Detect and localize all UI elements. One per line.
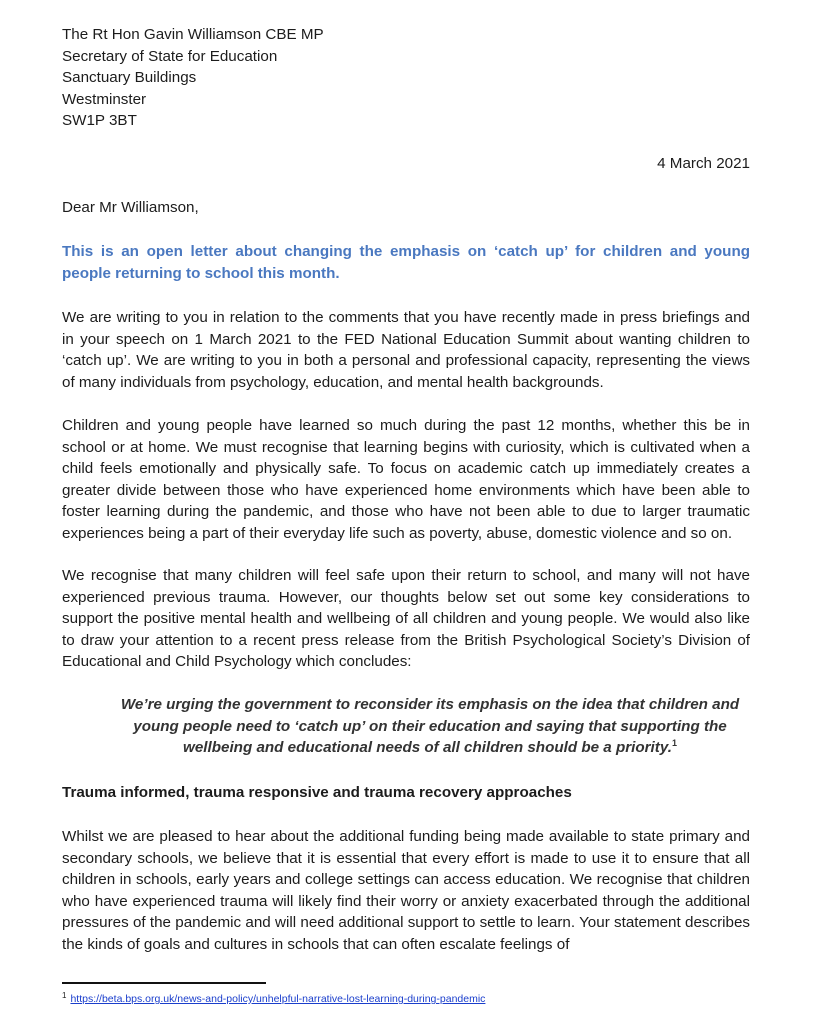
section-heading: Trauma informed, trauma responsive and trauma recovery approaches bbox=[62, 784, 572, 801]
body-paragraph: Children and young people have learned so much during the past 12 months, whether this be in school or at home. We must recognise that learning begins with curiosity, which is cultivated when a child feels emotionally and physically safe. To focus on academic catch up immediately creates a greater divide between those who have experienced home environments which have been able to foster learning during the pandemic, and those who have not been able to due to larger traumatic experiences being a part of their everyday life such as poverty, abuse, domestic violence and so on. bbox=[62, 417, 750, 542]
letter-date: 4 March 2021 bbox=[657, 155, 750, 172]
address-line-building: Sanctuary Buildings bbox=[62, 69, 197, 87]
address-line-postcode: SW1P 3BT bbox=[62, 112, 137, 130]
recipient-address bbox=[62, 24, 324, 132]
address-line-name: The Rt Hon Gavin Williamson CBE MP bbox=[62, 26, 324, 43]
footnote bbox=[62, 992, 485, 1006]
body-paragraph: Whilst we are pleased to hear about the additional funding being made available to state primary and secondary schools, we believe that it is essential that every effort is made to use it to ensure that all children in schools, early years and college settings can access education. We recognise that children who have experienced trauma will likely find their worry or anxiety exacerbated through the additional pressures of the pandemic and will need additional support to settle to learn. Your statement describes the kinds of goals and cultures in schools that can often escalate feelings of bbox=[62, 828, 750, 953]
block-quote bbox=[100, 694, 760, 759]
footnote-reference: 1 bbox=[671, 738, 677, 749]
salutation: Dear Mr Williamson, bbox=[62, 199, 199, 216]
footnote-divider bbox=[62, 982, 266, 984]
address-line-city: Westminster bbox=[62, 90, 147, 108]
footnote-marker: 1 bbox=[62, 991, 67, 1000]
quote-text: We’re urging the government to reconsider its emphasis on the idea that children and young people need to ‘catch up’ on their education and saying that supporting the wellbeing and educational needs of all children should be a priority. bbox=[120, 696, 740, 757]
body-paragraph: We recognise that many children will feel safe upon their return to school, and many will not have experienced previous trauma. However, our thoughts below set out some key considerations to support the positive mental health and wellbeing of all children and young people. We would also like to draw your attention to a recent press release from the British Psychological Society’s Division of Educational and Child Psychology which concludes: bbox=[62, 567, 750, 671]
body-paragraph: We are writing to you in relation to the comments that you have recently made in press briefings and in your speech on 1 March 2021 to the FED National Education Summit about wanting children to ‘catch up’. We are writing to you in both a personal and professional capacity, representing the views of many individuals from psychology, education, and mental health backgrounds. bbox=[62, 309, 750, 391]
address-line-title: Secretary of State for Education bbox=[62, 47, 278, 65]
footnote-link[interactable]: https://beta.bps.org.uk/news-and-policy/unhelpful-narrative-lost-learning-during-pandemic bbox=[70, 993, 486, 1005]
intro-statement: This is an open letter about changing the emphasis on ‘catch up’ for children and young people returning to school this month. bbox=[62, 243, 750, 282]
